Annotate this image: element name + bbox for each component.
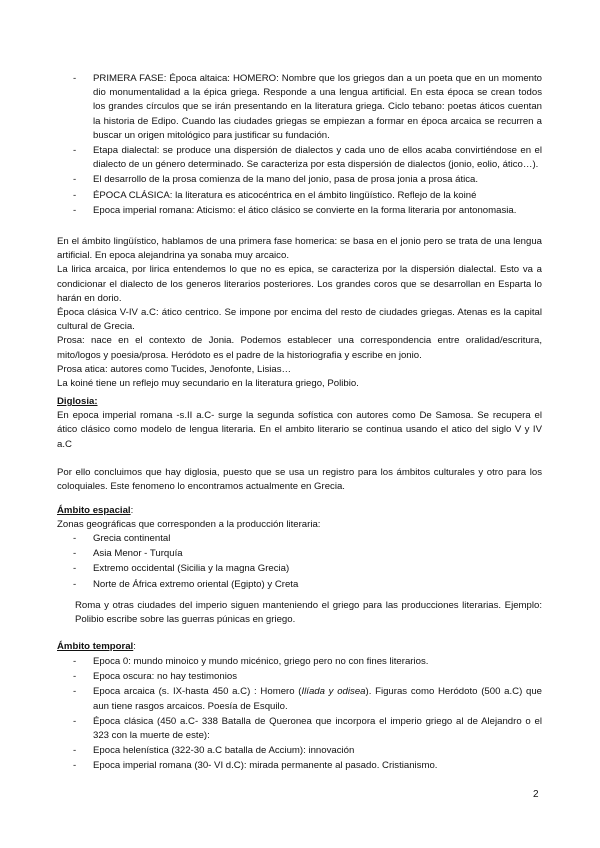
paragraph: En epoca imperial romana -s.II a.C- surge la segunda sofística con autores como De Samosa. Se recupera el ático clásico como modelo de lengua literaria. En el ambito literario se continua usando el atico del siglo V y IV a.C: [57, 410, 542, 450]
list-item: - Epoca imperial romana: Aticismo: el ático clásico se convierte en la forma literaria por antonomasia.: [73, 204, 517, 216]
top-dash-list: [57, 72, 542, 219]
diglosia-section: [57, 395, 542, 494]
linguistic-paragraphs: [57, 235, 542, 391]
ambito-temporal-heading: Ámbito temporal: [57, 641, 134, 652]
paragraph: Por ello concluimos que hay diglosia, puesto que se usa un registro para los ámbitos culturales y otro para los coloquiales. Este fenomeno lo encontramos actualmente en Grecia.: [57, 466, 542, 493]
list-item: - ÉPOCA CLÁSICA: la literatura es aticocéntrica en el ámbito lingüístico. Reflejo de la koiné: [73, 189, 477, 201]
paragraph: Época clásica V-IV a.C: ático centrico. Se impone por encima del resto de ciudades griegas. Atenas es la capital cultural de Grecia.: [57, 307, 542, 333]
espacial-note: Roma y otras ciudades del imperio siguen manteniendo el griego para las producciones literarias. Ejemplo: Polibio escribe sobre las guerras púnicas en griego.: [75, 600, 542, 626]
list-item: - Etapa dialectal: se produce una dispersión de dialectos y cada uno de ellos acaba convirtiéndose en el dialecto de un género determinado. Se caracteriza por esta dispersión de dialectos (jonio, eolio, ático…).: [73, 145, 542, 171]
espacial-list: [57, 532, 542, 593]
paragraph: En el ámbito lingüístico, hablamos de una primera fase homerica: se basa en el jonio pero se trata de una lengua artificial. En epoca alejandrina ya sonaba muy arcaico.: [57, 236, 542, 262]
list-item: - El desarrollo de la prosa comienza de la mano del jonio, pasa de prosa jonia a prosa ática.: [73, 174, 479, 186]
ambito-espacial-heading: Ámbito espacial: [57, 505, 131, 516]
temporal-list: [57, 655, 542, 775]
list-item: - Epoca 0: mundo minoico y mundo micénico, griego pero no con fines literarios.: [73, 656, 429, 667]
list-item: - Epoca arcaica (s. IX-hasta 450 a.C) : Homero (Ilíada y odisea). Figuras como Heródoto (500 a.C) que aun tiene rasgos arcaicos. Poesía de Esquilo.: [73, 686, 543, 712]
list-item: - Epoca oscura: no hay testimonios: [73, 671, 237, 683]
ambito-temporal-section: Ámbito temporal:: [57, 641, 136, 652]
list-item: - Epoca imperial romana (30- VI d.C): mirada permanente al pasado. Cristianismo.: [73, 760, 438, 772]
paragraph: Prosa: nace en el contexto de Jonia. Podemos establecer una correspondencia entre oralidad/escritura, mito/logos y poesia/prosa. Heródoto es el padre de la historiografia y escribe en jonio.: [57, 335, 542, 361]
ambito-espacial-section: Ámbito espacial: Zonas geográficas que corresponden a la producción literaria:: [57, 504, 542, 532]
paragraph: La koiné tiene un reflejo muy secundario en la literatura griego, Polibio.: [57, 378, 359, 390]
list-item: - PRIMERA FASE: Época altaica: HOMERO: Nombre que los griegos dan a un poeta que en un momento dio monumentalidad a la épica griega. Responde a una lengua artificial. En esta época se crean todos los grandes círculos que se irán presentando en la literatura griega. Ciclo tebano: poetas áticos cuentan la historia de Edipo. Cuando las ciudades griegas se empiezan a formar en época arcaica se recurren a buscar un origen mitológico para justificar su fundación.: [73, 73, 542, 141]
list-item: - Asia Menor - Turquía: [73, 548, 183, 560]
page-number: 2: [533, 789, 539, 800]
list-item: - Época clásica (450 a.C- 338 Batalla de Queronea que incorpora el imperio griego al de Alejandro o el 323 con la muerte de este):: [73, 715, 542, 742]
list-item: - Epoca helenística (322-30 a.C batalla de Accium): innovación: [73, 745, 355, 757]
paragraph: Zonas geográficas que corresponden a la producción literaria:: [57, 519, 321, 531]
list-item: - Grecia continental: [73, 533, 171, 544]
diglosia-heading: Diglosia:: [57, 396, 98, 407]
paragraph: La lirica arcaica, por lirica entendemos lo que no es epica, se caracteriza por la dispersión dialectal. Esto va a condicionar el dialecto de los generos literarios posteriores. Los grandes coros que se desarrollan en Esparta lo harán en dorio.: [57, 264, 542, 304]
list-item: - Norte de África extremo oriental (Egipto) y Creta: [73, 578, 299, 590]
list-item: - Extremo occidental (Sicilia y la magna Grecia): [73, 563, 290, 575]
paragraph: Prosa atica: autores como Tucides, Jenofonte, Lisias…: [57, 363, 292, 375]
